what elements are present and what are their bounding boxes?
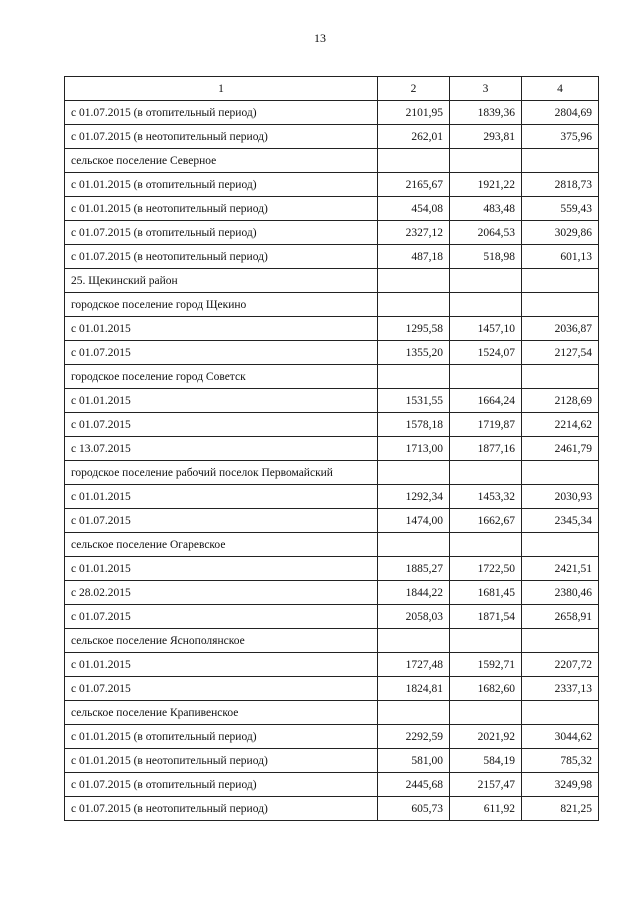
value-cell: 1824,81: [378, 677, 450, 701]
value-cell: [522, 533, 599, 557]
value-cell: [450, 533, 522, 557]
value-cell: 1722,50: [450, 557, 522, 581]
value-cell: 2101,95: [378, 101, 450, 125]
row-label-cell: с 01.01.2015: [65, 557, 378, 581]
value-cell: 2036,87: [522, 317, 599, 341]
row-label-cell: с 01.01.2015: [65, 389, 378, 413]
value-cell: [450, 149, 522, 173]
table-row: [65, 197, 599, 221]
table-row: [65, 797, 599, 821]
value-cell: 487,18: [378, 245, 450, 269]
value-cell: 1877,16: [450, 437, 522, 461]
row-label-cell: с 01.01.2015 (в неотопительный период): [65, 749, 378, 773]
value-cell: [522, 365, 599, 389]
page-number: 13: [314, 31, 326, 45]
row-label-cell: городское поселение город Щекино: [65, 293, 378, 317]
row-label-cell: сельское поселение Северное: [65, 149, 378, 173]
table-row: [65, 341, 599, 365]
row-label-cell: с 01.01.2015: [65, 485, 378, 509]
table-row: [65, 365, 599, 389]
value-cell: 2421,51: [522, 557, 599, 581]
value-cell: 581,00: [378, 749, 450, 773]
value-cell: 1355,20: [378, 341, 450, 365]
value-cell: [378, 293, 450, 317]
row-label-cell: с 01.07.2015 (в неотопительный период): [65, 797, 378, 821]
row-label-cell: городское поселение город Советск: [65, 365, 378, 389]
table-row: [65, 101, 599, 125]
row-label-cell: с 01.07.2015 (в неотопительный период): [65, 245, 378, 269]
row-label-cell: с 01.01.2015 (в неотопительный период): [65, 197, 378, 221]
value-cell: 1524,07: [450, 341, 522, 365]
value-cell: [450, 365, 522, 389]
value-cell: 3249,98: [522, 773, 599, 797]
row-label-cell: с 01.07.2015: [65, 677, 378, 701]
value-cell: [450, 293, 522, 317]
value-cell: 821,25: [522, 797, 599, 821]
value-cell: [450, 461, 522, 485]
value-cell: 2327,12: [378, 221, 450, 245]
table-header-row: [65, 77, 599, 101]
table-row: [65, 701, 599, 725]
row-label-cell: с 01.07.2015: [65, 413, 378, 437]
value-cell: [522, 629, 599, 653]
value-cell: 2658,91: [522, 605, 599, 629]
row-label-cell: с 01.01.2015: [65, 317, 378, 341]
row-label-cell: городское поселение рабочий поселок Первомайский: [65, 461, 378, 485]
value-cell: 483,48: [450, 197, 522, 221]
row-label-cell: с 01.07.2015: [65, 509, 378, 533]
value-cell: [522, 293, 599, 317]
value-cell: 2337,13: [522, 677, 599, 701]
value-cell: 1457,10: [450, 317, 522, 341]
value-cell: 1719,87: [450, 413, 522, 437]
table-row: [65, 485, 599, 509]
table-row: [65, 629, 599, 653]
value-cell: 2058,03: [378, 605, 450, 629]
table-row: [65, 653, 599, 677]
row-label-cell: с 13.07.2015: [65, 437, 378, 461]
table-row: [65, 317, 599, 341]
value-cell: 1727,48: [378, 653, 450, 677]
value-cell: 3044,62: [522, 725, 599, 749]
value-cell: [522, 461, 599, 485]
value-cell: 1682,60: [450, 677, 522, 701]
value-cell: 1578,18: [378, 413, 450, 437]
value-cell: 605,73: [378, 797, 450, 821]
value-cell: 1531,55: [378, 389, 450, 413]
value-cell: 2157,47: [450, 773, 522, 797]
table-row: [65, 725, 599, 749]
value-cell: 584,19: [450, 749, 522, 773]
value-cell: 1453,32: [450, 485, 522, 509]
value-cell: [378, 461, 450, 485]
value-cell: 1664,24: [450, 389, 522, 413]
row-label-cell: с 01.07.2015 (в неотопительный период): [65, 125, 378, 149]
value-cell: 2128,69: [522, 389, 599, 413]
row-label-cell: с 01.07.2015: [65, 341, 378, 365]
value-cell: 454,08: [378, 197, 450, 221]
value-cell: 2030,93: [522, 485, 599, 509]
value-cell: 2207,72: [522, 653, 599, 677]
header-cell: 1: [65, 77, 378, 101]
value-cell: 2064,53: [450, 221, 522, 245]
value-cell: [522, 149, 599, 173]
value-cell: [522, 269, 599, 293]
table-row: [65, 293, 599, 317]
row-label-cell: с 01.07.2015: [65, 605, 378, 629]
value-cell: 375,96: [522, 125, 599, 149]
value-cell: 1921,22: [450, 173, 522, 197]
value-cell: 293,81: [450, 125, 522, 149]
table-row: [65, 773, 599, 797]
table-row: [65, 389, 599, 413]
tariff-table: [64, 76, 599, 821]
table-row: [65, 221, 599, 245]
value-cell: 2214,62: [522, 413, 599, 437]
value-cell: [378, 701, 450, 725]
table-row: [65, 533, 599, 557]
row-label-cell: сельское поселение Огаревское: [65, 533, 378, 557]
row-label-cell: с 28.02.2015: [65, 581, 378, 605]
value-cell: 1662,67: [450, 509, 522, 533]
value-cell: 2292,59: [378, 725, 450, 749]
table-row: [65, 149, 599, 173]
value-cell: [378, 533, 450, 557]
table-row: [65, 125, 599, 149]
value-cell: 611,92: [450, 797, 522, 821]
value-cell: 2818,73: [522, 173, 599, 197]
table-row: [65, 605, 599, 629]
table-row: [65, 173, 599, 197]
value-cell: 2380,46: [522, 581, 599, 605]
row-label-cell: с 01.07.2015 (в отопительный период): [65, 101, 378, 125]
row-label-cell: 25. Щекинский район: [65, 269, 378, 293]
row-label-cell: с 01.07.2015 (в отопительный период): [65, 221, 378, 245]
value-cell: [450, 269, 522, 293]
row-label-cell: с 01.01.2015: [65, 653, 378, 677]
value-cell: 1295,58: [378, 317, 450, 341]
row-label-cell: сельское поселение Яснополянское: [65, 629, 378, 653]
header-cell: 3: [450, 77, 522, 101]
header-cell: 2: [378, 77, 450, 101]
value-cell: [378, 269, 450, 293]
value-cell: 2021,92: [450, 725, 522, 749]
row-label-cell: с 01.01.2015 (в отопительный период): [65, 173, 378, 197]
row-label-cell: сельское поселение Крапивенское: [65, 701, 378, 725]
value-cell: [378, 365, 450, 389]
value-cell: 1681,45: [450, 581, 522, 605]
table-row: [65, 509, 599, 533]
value-cell: 601,13: [522, 245, 599, 269]
value-cell: 2804,69: [522, 101, 599, 125]
value-cell: 785,32: [522, 749, 599, 773]
value-cell: 2445,68: [378, 773, 450, 797]
value-cell: [450, 629, 522, 653]
table-row: [65, 677, 599, 701]
table-row: [65, 557, 599, 581]
table-row: [65, 413, 599, 437]
value-cell: 1592,71: [450, 653, 522, 677]
table-row: [65, 581, 599, 605]
value-cell: 1871,54: [450, 605, 522, 629]
header-cell: 4: [522, 77, 599, 101]
value-cell: 1839,36: [450, 101, 522, 125]
table-row: [65, 245, 599, 269]
value-cell: [378, 149, 450, 173]
value-cell: 1292,34: [378, 485, 450, 509]
value-cell: 1713,00: [378, 437, 450, 461]
value-cell: [378, 629, 450, 653]
table-row: [65, 437, 599, 461]
table-row: [65, 461, 599, 485]
value-cell: 262,01: [378, 125, 450, 149]
value-cell: 559,43: [522, 197, 599, 221]
value-cell: 1474,00: [378, 509, 450, 533]
value-cell: 1885,27: [378, 557, 450, 581]
table-row: [65, 269, 599, 293]
row-label-cell: с 01.07.2015 (в отопительный период): [65, 773, 378, 797]
value-cell: 2165,67: [378, 173, 450, 197]
value-cell: 518,98: [450, 245, 522, 269]
value-cell: 3029,86: [522, 221, 599, 245]
table-row: [65, 749, 599, 773]
value-cell: [450, 701, 522, 725]
row-label-cell: с 01.01.2015 (в отопительный период): [65, 725, 378, 749]
value-cell: 2345,34: [522, 509, 599, 533]
value-cell: 2461,79: [522, 437, 599, 461]
value-cell: 1844,22: [378, 581, 450, 605]
value-cell: [522, 701, 599, 725]
value-cell: 2127,54: [522, 341, 599, 365]
